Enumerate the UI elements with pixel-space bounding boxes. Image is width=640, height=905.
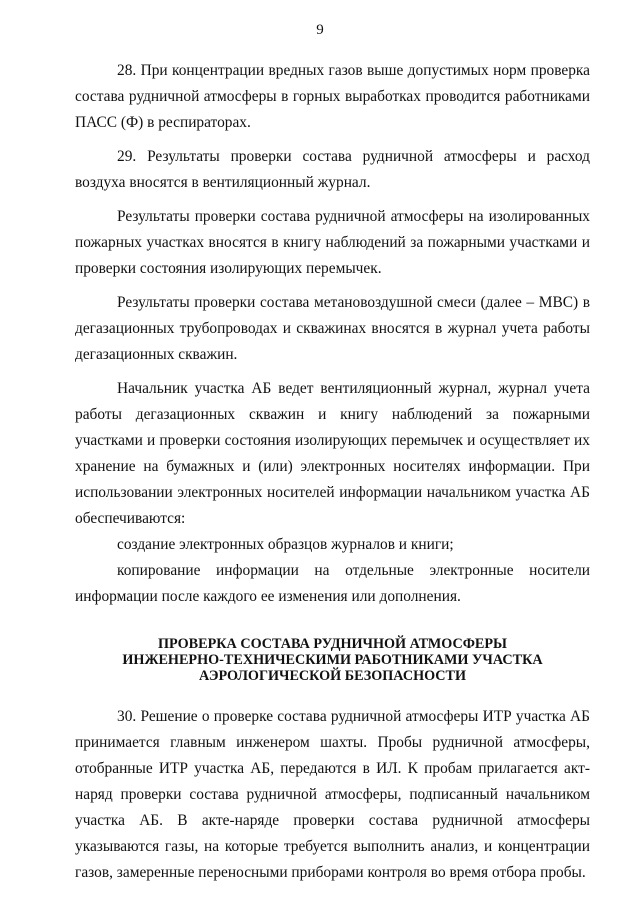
paragraph-list-item-create: создание электронных образцов журналов и книги; bbox=[117, 536, 454, 553]
paragraph-mvs: Результаты проверки состава метановоздушной смеси (далее – МВС) в дегазационных трубопроводах и скважинах вносятся в журнал учета работы дегазационных скважин. bbox=[75, 294, 590, 363]
paragraph-journal-keeping: Начальник участка АБ ведет вентиляционный журнал, журнал учета работы дегазационных скважин и книгу наблюдений за пожарными участками и проверки состояния изолирующих перемычек и осуществляет их хранение на бумажных и (или) электронных носителях информации. При использовании электронных носителей информации начальником участка АБ обеспечиваются: bbox=[75, 380, 590, 527]
paragraph-30: 30. Решение о проверке состава рудничной атмосферы ИТР участка АБ принимается главным инженером шахты. Пробы рудничной атмосферы, отобранные ИТР участка АБ, передаются в ИЛ. К пробам прилагается акт-наряд проверки состава рудничной атмосферы, подписанный начальником участка АБ. В акте-наряде проверки состава рудничной атмосферы указываются газы, на которые требуется выполнить анализ, и концентрации газов, замеренные переносными приборами контроля во время отбора пробы. bbox=[75, 708, 590, 881]
section-heading-line: АЭРОЛОГИЧЕСКОЙ БЕЗОПАСНОСТИ bbox=[198, 668, 467, 684]
paragraph-fire-areas: Результаты проверки состава рудничной атмосферы на изолированных пожарных участках вносятся в книгу наблюдений за пожарными участками и проверки состояния изолирующих перемычек. bbox=[75, 208, 590, 277]
paragraph-list-item-copy: копирование информации на отдельные электронные носители информации после каждого ее изменения или дополнения. bbox=[75, 562, 590, 605]
section-heading-line: ИНЖЕНЕРНО-ТЕХНИЧЕСКИМИ РАБОТНИКАМИ УЧАСТКА bbox=[122, 652, 543, 668]
paragraph-28: 28. При концентрации вредных газов выше допустимых норм проверка состава рудничной атмосферы в горных выработках проводится работниками ПАСС (Ф) в респираторах. bbox=[75, 62, 590, 131]
page-number: 9 bbox=[316, 22, 324, 38]
document-body bbox=[75, 58, 590, 894]
section-heading bbox=[75, 636, 590, 684]
paragraph-29: 29. Результаты проверки состава рудничной атмосферы и расход воздуха вносятся в вентиляционный журнал. bbox=[75, 148, 590, 191]
section-heading-line: ПРОВЕРКА СОСТАВА РУДНИЧНОЙ АТМОСФЕРЫ bbox=[158, 636, 507, 652]
